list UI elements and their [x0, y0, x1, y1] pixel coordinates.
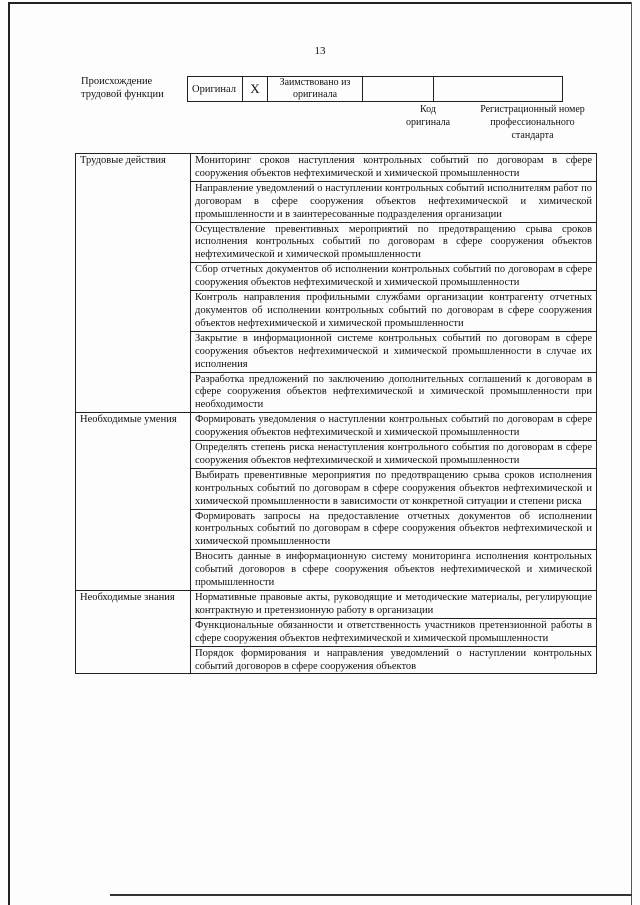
item-cell: Разработка предложений по заключению дополнительных соглашений к договорам в сфере сооружения объектов нефтехимической и химической промышленности при необходимости	[191, 372, 597, 413]
item-cell: Формировать уведомления о наступлении контрольных событий по договорам в сфере сооружения объектов нефтехимической и химической промышленности	[191, 413, 597, 441]
item-cell: Нормативные правовые акты, руководящие и методические материалы, регулирующие контрактную и претензионную работу в организации	[191, 591, 597, 619]
reg-number-label: Регистрационный номер профессионального стандарта	[480, 104, 585, 141]
category-cell: Трудовые действия	[76, 154, 191, 413]
page-number: 13	[314, 45, 326, 57]
item-cell: Закрытие в информационной системе контрольных событий по договорам в сфере сооружения объектов нефтехимической и химической промышленности в случае их исполнения	[191, 331, 597, 372]
code-original-label: Код оригинала	[405, 104, 451, 128]
item-cell: Формировать запросы на предоставление отчетных документов об исполнении контрольных событий по договорам в сфере сооружения объектов нефтехимической и химической промышленности	[191, 509, 597, 550]
original-cell: Оригинал	[188, 77, 243, 102]
borrowed-cell: Заимствовано из оригинала	[268, 77, 363, 102]
code-cell	[363, 77, 434, 102]
origin-label: Происхождение трудовой функции	[81, 76, 164, 100]
table-row	[76, 591, 597, 619]
item-cell: Вносить данные в информационную систему мониторинга исполнения контрольных событий договоров в сфере сооружения объектов нефтехимической и химической промышленности	[191, 550, 597, 591]
item-cell: Порядок формирования и направления уведомлений о наступлении контрольных событий договоров в сфере сооружения объектов	[191, 646, 597, 674]
item-cell: Контроль направления профильными службами организации контрагенту отчетных документов об исполнении контрольных событий по договорам в сфере сооружения объектов нефтехимической и химической промышленности	[191, 291, 597, 332]
category-cell: Необходимые умения	[76, 413, 191, 591]
table-row	[76, 154, 597, 182]
item-cell: Мониторинг сроков наступления контрольных событий по договорам в сфере сооружения объектов нефтехимической и химической промышленности	[191, 154, 597, 182]
category-cell: Необходимые знания	[76, 591, 191, 674]
item-cell: Определять степень риска ненаступления контрольного события по договорам в сфере сооружения объектов нефтехимической и химической промышленности	[191, 441, 597, 469]
frame-right-border	[631, 2, 632, 905]
item-cell: Сбор отчетных документов об исполнении контрольных событий по договорам в сфере сооружения объектов нефтехимической и химической промышленности	[191, 263, 597, 291]
item-cell: Выбирать превентивные мероприятия по предотвращению срыва сроков исполнения контрольных событий по договорам в сфере сооружения объектов нефтехимической и химической промышленности в зависимости от конкретной ситуации и степени риска	[191, 468, 597, 509]
original-mark: X	[243, 77, 268, 102]
frame-left-border	[8, 2, 10, 905]
function-table-body	[76, 154, 597, 674]
function-table	[75, 153, 597, 674]
origin-table	[187, 76, 563, 102]
frame-top-border	[8, 2, 632, 4]
frame-bottom-border	[110, 894, 632, 896]
reg-number-cell	[434, 77, 563, 102]
item-cell: Осуществление превентивных мероприятий по предотвращению срыва сроков исполнения контрольных событий по договорам в сфере сооружения объектов нефтехимической и химической промышленности	[191, 222, 597, 263]
item-cell: Функциональные обязанности и ответственность участников претензионной работы в сфере сооружения объектов нефтехимической и химической промышленности	[191, 618, 597, 646]
table-row	[76, 413, 597, 441]
item-cell: Направление уведомлений о наступлении контрольных событий исполнителям работ по договорам в сфере сооружения объектов нефтехимической и химической промышленности и в заинтересованные подразделения организации	[191, 181, 597, 222]
